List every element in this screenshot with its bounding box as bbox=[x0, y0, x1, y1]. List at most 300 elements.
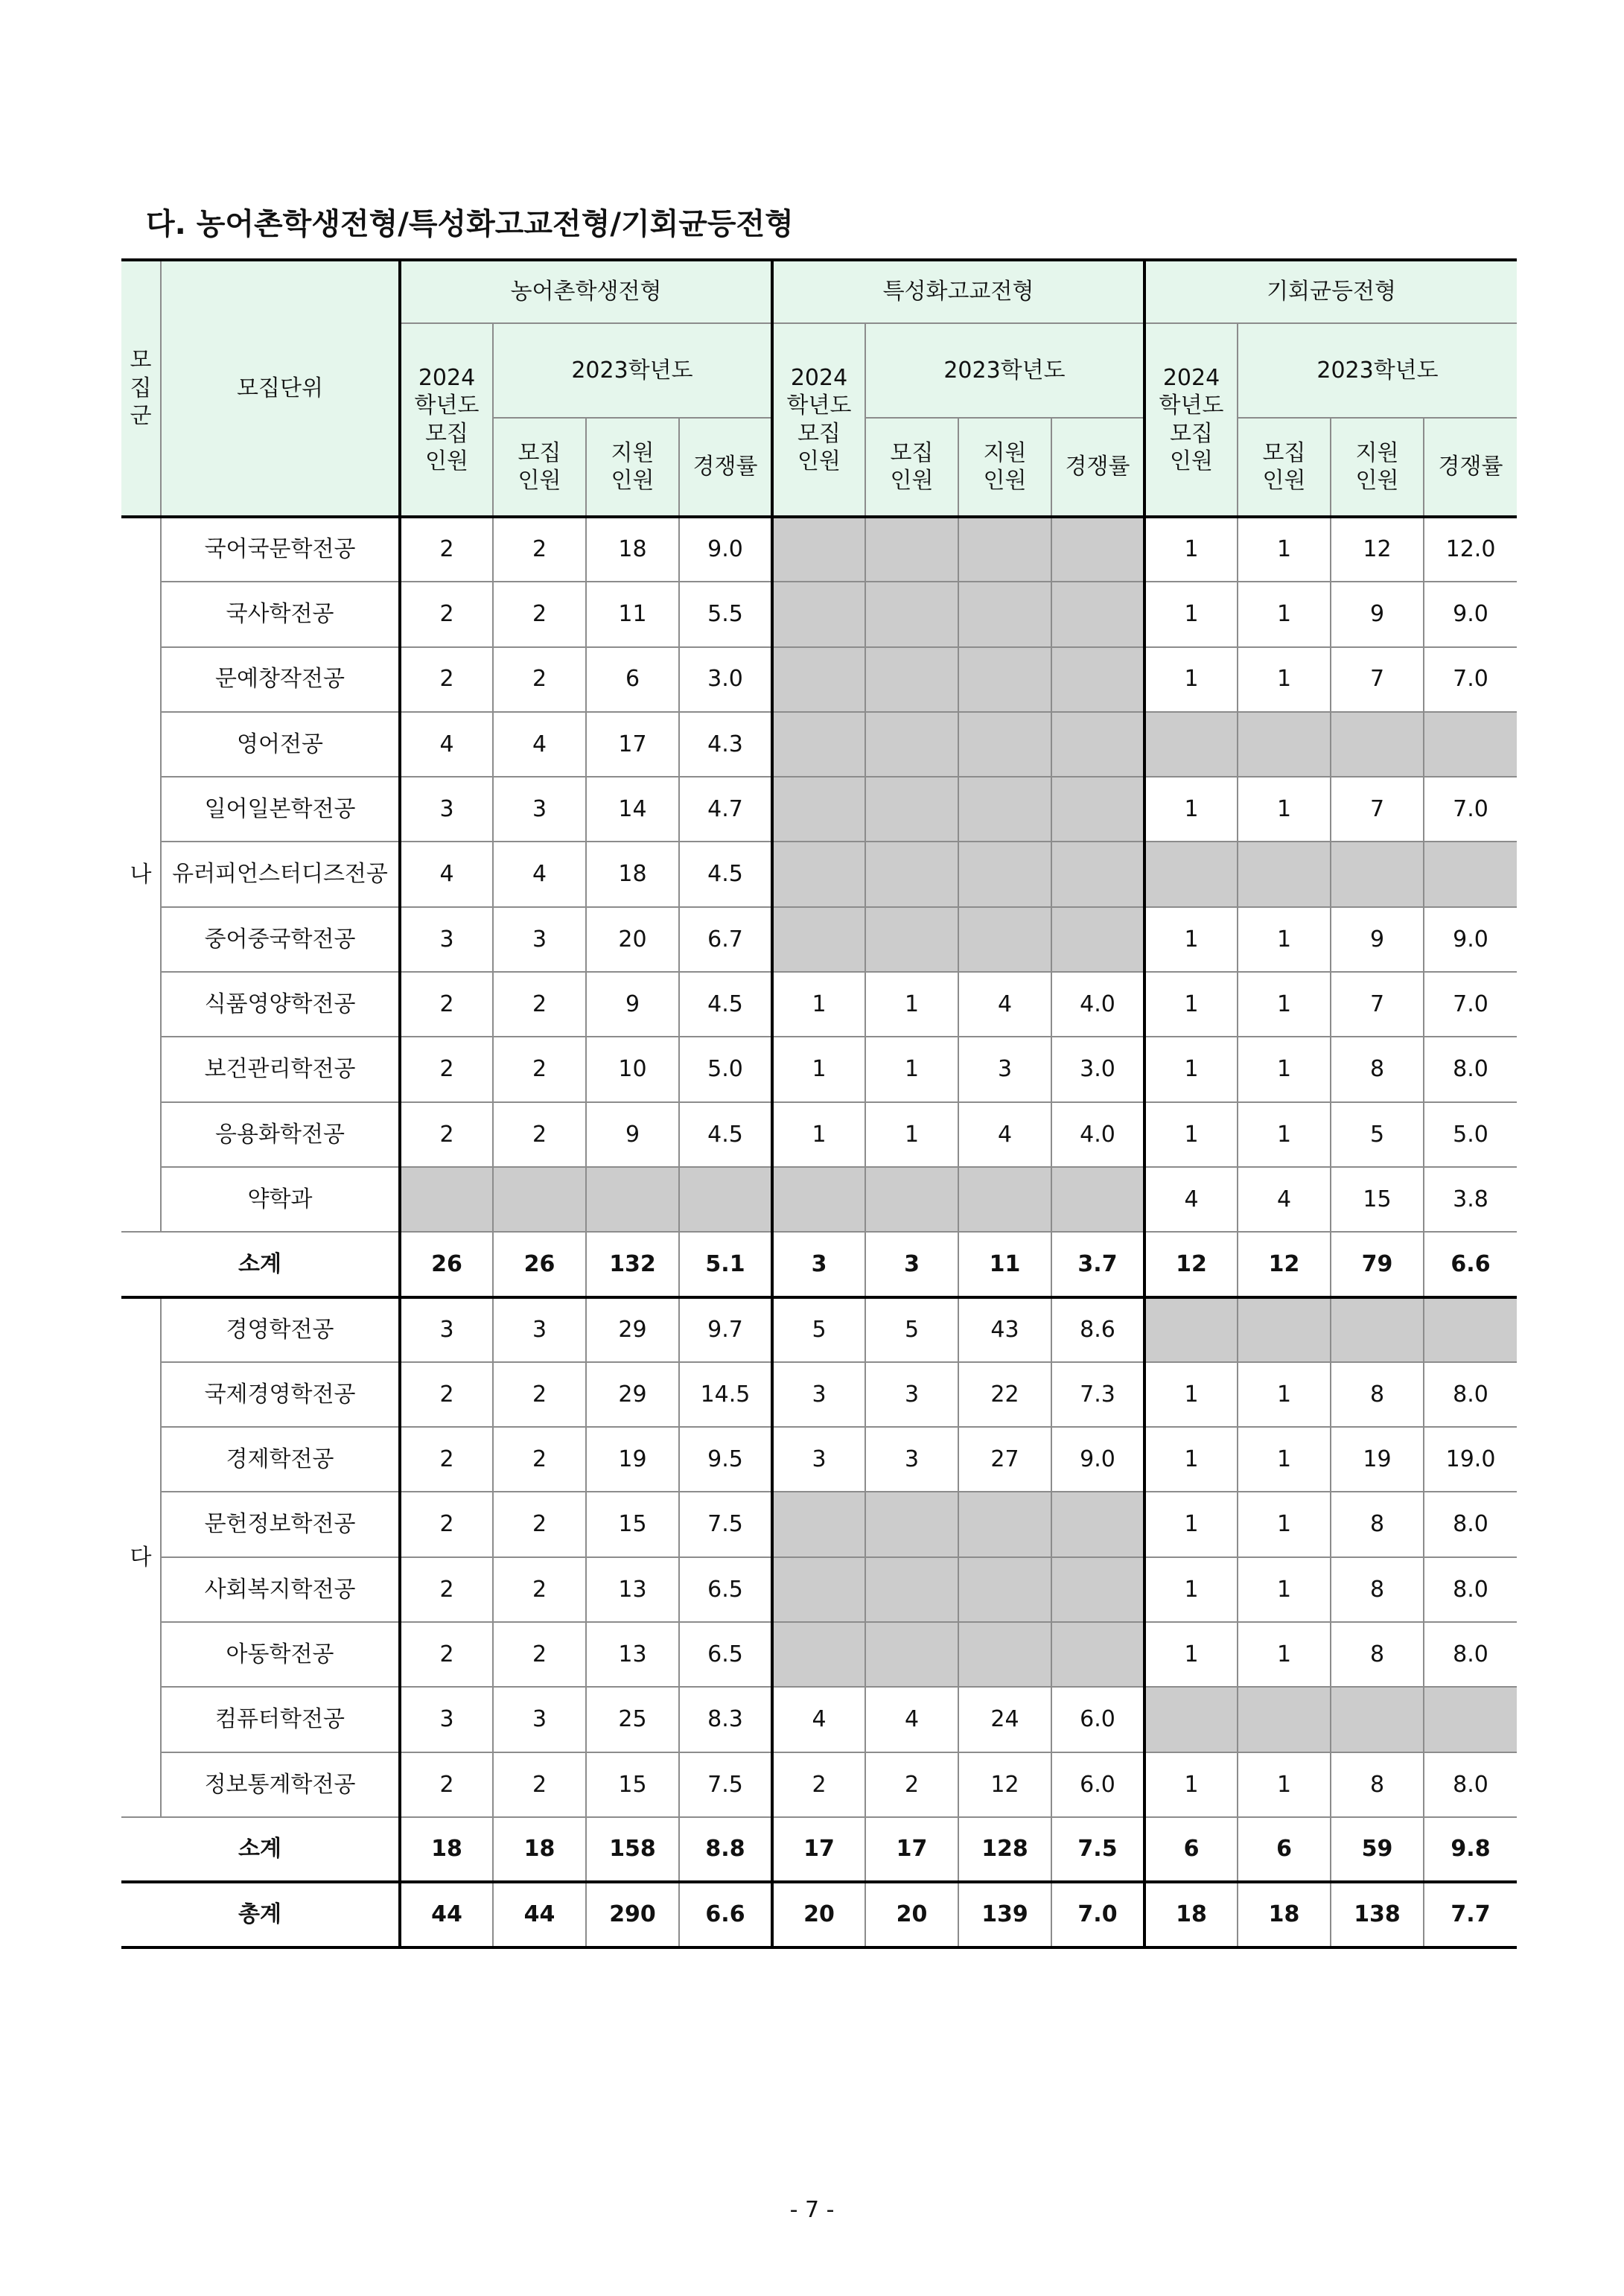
rural-quota-2023-cell: 44 bbox=[493, 1882, 586, 1947]
equal-opportunity-quota-2023-cell: 1 bbox=[1238, 907, 1331, 972]
equal-opportunity-quota-2024-cell: 1 bbox=[1144, 517, 1238, 582]
rural-quota-2024-cell: 2 bbox=[400, 1622, 493, 1687]
equal-opportunity-quota-2023-cell: 1 bbox=[1238, 1362, 1331, 1427]
not-offered-cell bbox=[958, 582, 1051, 646]
equal-opportunity-quota-2023-cell: 1 bbox=[1238, 777, 1331, 842]
rural-quota-2024-cell: 2 bbox=[400, 582, 493, 646]
vocational-quota-2023-cell: 3 bbox=[865, 1427, 958, 1492]
not-offered-cell bbox=[1238, 712, 1331, 777]
vocational-quota-2024-cell: 4 bbox=[772, 1687, 865, 1752]
rural-quota-2024-cell: 2 bbox=[400, 1492, 493, 1556]
equal-opportunity-competition-ratio-cell: 7.7 bbox=[1424, 1882, 1517, 1947]
equal-opportunity-quota-2024-cell: 1 bbox=[1144, 907, 1238, 972]
rural-quota-2024-cell: 2 bbox=[400, 647, 493, 712]
rural-quota-2024-cell: 3 bbox=[400, 1297, 493, 1362]
equal-opportunity-quota-2023-cell: 1 bbox=[1238, 1752, 1331, 1817]
not-offered-cell bbox=[772, 1492, 865, 1556]
rural-applicants-2023-cell: 18 bbox=[586, 517, 679, 582]
vocational-competition-ratio-cell: 8.6 bbox=[1051, 1297, 1144, 1362]
rural-quota-2023-cell: 2 bbox=[493, 1492, 586, 1556]
rural-applicants-2023-cell: 14 bbox=[586, 777, 679, 842]
vocational-quota-2024-cell: 1 bbox=[772, 1037, 865, 1101]
quota-2024-header: 2024 학년도 모집 인원 bbox=[1144, 323, 1238, 517]
equal-opportunity-competition-ratio-cell: 8.0 bbox=[1424, 1037, 1517, 1101]
not-offered-cell bbox=[865, 842, 958, 906]
not-offered-cell bbox=[958, 1622, 1051, 1687]
rural-quota-2023-cell: 18 bbox=[493, 1817, 586, 1882]
rural-competition-ratio-cell: 4.5 bbox=[679, 1102, 772, 1167]
rural-quota-2023-cell: 2 bbox=[493, 517, 586, 582]
equal-opportunity-competition-ratio-cell: 19.0 bbox=[1424, 1427, 1517, 1492]
table-row bbox=[121, 1427, 1517, 1492]
unit-name-cell: 컴퓨터학전공 bbox=[161, 1687, 400, 1752]
rural-quota-2024-cell: 4 bbox=[400, 842, 493, 906]
equal-opportunity-quota-2024-cell: 1 bbox=[1144, 1427, 1238, 1492]
equal-opportunity-quota-2023-cell: 1 bbox=[1238, 1557, 1331, 1622]
not-offered-cell bbox=[772, 907, 865, 972]
not-offered-cell bbox=[865, 712, 958, 777]
unit-name-cell: 사회복지학전공 bbox=[161, 1557, 400, 1622]
rural-applicants-2023-cell: 20 bbox=[586, 907, 679, 972]
table-row bbox=[121, 517, 1517, 582]
unit-name-cell: 국제경영학전공 bbox=[161, 1362, 400, 1427]
vocational-competition-ratio-cell: 7.0 bbox=[1051, 1882, 1144, 1947]
unit-name-cell: 유러피언스터디즈전공 bbox=[161, 842, 400, 906]
unit-name-cell: 약학과 bbox=[161, 1167, 400, 1232]
unit-name-cell: 문예창작전공 bbox=[161, 647, 400, 712]
unit-name-cell: 일어일본학전공 bbox=[161, 777, 400, 842]
not-offered-cell bbox=[1238, 1297, 1331, 1362]
not-offered-cell bbox=[958, 1492, 1051, 1556]
not-offered-cell bbox=[1051, 1167, 1144, 1232]
rural-competition-ratio-cell: 8.3 bbox=[679, 1687, 772, 1752]
equal-opportunity-competition-ratio-cell: 9.0 bbox=[1424, 582, 1517, 646]
equal-opportunity-applicants-2023-cell: 8 bbox=[1331, 1037, 1424, 1101]
vocational-applicants-2023-cell: 139 bbox=[958, 1882, 1051, 1947]
not-offered-cell bbox=[1051, 1622, 1144, 1687]
equal-opportunity-quota-2024-cell: 1 bbox=[1144, 1492, 1238, 1556]
not-offered-cell bbox=[1051, 712, 1144, 777]
not-offered-cell bbox=[1144, 1687, 1238, 1752]
rural-quota-2023-cell: 2 bbox=[493, 1362, 586, 1427]
not-offered-cell bbox=[1051, 582, 1144, 646]
equal-opportunity-applicants-2023-cell: 7 bbox=[1331, 777, 1424, 842]
subtotal-label-cell: 소계 bbox=[121, 1817, 400, 1882]
year-2023-header: 2023학년도 bbox=[493, 323, 772, 418]
table-row bbox=[121, 1362, 1517, 1427]
vocational-quota-2023-cell: 3 bbox=[865, 1232, 958, 1297]
vocational-applicants-2023-cell: 24 bbox=[958, 1687, 1051, 1752]
rural-competition-ratio-cell: 8.8 bbox=[679, 1817, 772, 1882]
equal-opportunity-competition-ratio-cell: 6.6 bbox=[1424, 1232, 1517, 1297]
not-offered-cell bbox=[865, 647, 958, 712]
equal-opportunity-applicants-2023-cell: 19 bbox=[1331, 1427, 1424, 1492]
rural-applicants-2023-cell: 13 bbox=[586, 1622, 679, 1687]
not-offered-cell bbox=[1331, 712, 1424, 777]
table-row bbox=[121, 712, 1517, 777]
vocational-quota-2024-cell: 5 bbox=[772, 1297, 865, 1362]
not-offered-cell bbox=[1331, 842, 1424, 906]
equal-opportunity-quota-2023-cell: 4 bbox=[1238, 1167, 1331, 1232]
not-offered-cell bbox=[865, 517, 958, 582]
rural-quota-2024-cell: 18 bbox=[400, 1817, 493, 1882]
applicants-2023-header: 지원 인원 bbox=[1331, 418, 1424, 517]
applicants-2023-header: 지원 인원 bbox=[586, 418, 679, 517]
not-offered-cell bbox=[1424, 842, 1517, 906]
vocational-competition-ratio-cell: 6.0 bbox=[1051, 1687, 1144, 1752]
table-row bbox=[121, 582, 1517, 646]
vocational-quota-2023-cell: 1 bbox=[865, 1102, 958, 1167]
equal-opportunity-applicants-2023-cell: 15 bbox=[1331, 1167, 1424, 1232]
unit-name-cell: 정보통계학전공 bbox=[161, 1752, 400, 1817]
vocational-quota-2023-cell: 4 bbox=[865, 1687, 958, 1752]
equal-opportunity-quota-2023-cell: 1 bbox=[1238, 972, 1331, 1037]
equal-opportunity-applicants-2023-cell: 138 bbox=[1331, 1882, 1424, 1947]
vocational-quota-2024-cell: 17 bbox=[772, 1817, 865, 1882]
table-header bbox=[121, 260, 1517, 517]
group-column-header bbox=[121, 260, 161, 517]
not-offered-cell bbox=[958, 1167, 1051, 1232]
rural-quota-2024-cell: 2 bbox=[400, 1102, 493, 1167]
not-offered-cell bbox=[958, 777, 1051, 842]
equal-opportunity-quota-2024-cell: 1 bbox=[1144, 582, 1238, 646]
equal-opportunity-applicants-2023-cell: 9 bbox=[1331, 582, 1424, 646]
not-offered-cell bbox=[958, 712, 1051, 777]
equal-opportunity-quota-2023-cell: 12 bbox=[1238, 1232, 1331, 1297]
not-offered-cell bbox=[865, 1492, 958, 1556]
equal-opportunity-quota-2024-cell: 1 bbox=[1144, 1362, 1238, 1427]
vocational-applicants-2023-cell: 22 bbox=[958, 1362, 1051, 1427]
rural-competition-ratio-cell: 3.0 bbox=[679, 647, 772, 712]
unit-name-cell: 식품영양학전공 bbox=[161, 972, 400, 1037]
vocational-quota-2024-cell: 1 bbox=[772, 972, 865, 1037]
not-offered-cell bbox=[772, 777, 865, 842]
not-offered-cell bbox=[958, 907, 1051, 972]
equal-opportunity-quota-2023-cell: 1 bbox=[1238, 1622, 1331, 1687]
vocational-applicants-2023-cell: 4 bbox=[958, 1102, 1051, 1167]
rural-quota-2024-cell: 3 bbox=[400, 777, 493, 842]
subtotal-label-cell: 소계 bbox=[121, 1232, 400, 1297]
unit-name-cell: 국사학전공 bbox=[161, 582, 400, 646]
rural-quota-2024-cell: 2 bbox=[400, 1752, 493, 1817]
rural-applicants-2023-cell: 29 bbox=[586, 1362, 679, 1427]
rural-applicants-2023-cell: 13 bbox=[586, 1557, 679, 1622]
table-row bbox=[121, 1297, 1517, 1362]
equal-opportunity-competition-ratio-cell: 12.0 bbox=[1424, 517, 1517, 582]
equal-opportunity-competition-ratio-cell: 7.0 bbox=[1424, 647, 1517, 712]
vocational-quota-2024-cell: 3 bbox=[772, 1362, 865, 1427]
not-offered-cell bbox=[1238, 842, 1331, 906]
quota-2023-header: 모집 인원 bbox=[493, 418, 586, 517]
not-offered-cell bbox=[772, 1557, 865, 1622]
rural-quota-2023-cell: 2 bbox=[493, 1557, 586, 1622]
not-offered-cell bbox=[493, 1167, 586, 1232]
equal-opportunity-quota-2023-cell: 1 bbox=[1238, 1492, 1331, 1556]
unit-name-cell: 영어전공 bbox=[161, 712, 400, 777]
vocational-quota-2023-cell: 1 bbox=[865, 1037, 958, 1101]
equal-opportunity-quota-2024-cell: 1 bbox=[1144, 972, 1238, 1037]
table-row bbox=[121, 1557, 1517, 1622]
vocational-quota-2024-cell: 20 bbox=[772, 1882, 865, 1947]
vocational-applicants-2023-cell: 11 bbox=[958, 1232, 1051, 1297]
equal-opportunity-quota-2023-cell: 6 bbox=[1238, 1817, 1331, 1882]
equal-opportunity-applicants-2023-cell: 8 bbox=[1331, 1492, 1424, 1556]
unit-name-cell: 응용화학전공 bbox=[161, 1102, 400, 1167]
table-row bbox=[121, 777, 1517, 842]
rural-competition-ratio-cell: 4.5 bbox=[679, 972, 772, 1037]
equal-opportunity-quota-2023-cell: 1 bbox=[1238, 1427, 1331, 1492]
equal-opportunity-quota-2023-cell: 1 bbox=[1238, 1102, 1331, 1167]
not-offered-cell bbox=[1144, 842, 1238, 906]
equal-opportunity-applicants-2023-cell: 12 bbox=[1331, 517, 1424, 582]
competition-ratio-header: 경쟁률 bbox=[1424, 418, 1517, 517]
year-2023-header: 2023학년도 bbox=[865, 323, 1144, 418]
not-offered-cell bbox=[958, 517, 1051, 582]
quota-2023-header: 모집 인원 bbox=[865, 418, 958, 517]
vocational-quota-2024-cell: 2 bbox=[772, 1752, 865, 1817]
applicants-2023-header: 지원 인원 bbox=[958, 418, 1051, 517]
rural-competition-ratio-cell: 7.5 bbox=[679, 1752, 772, 1817]
rural-quota-2023-cell: 2 bbox=[493, 1752, 586, 1817]
not-offered-cell bbox=[772, 1622, 865, 1687]
not-offered-cell bbox=[865, 582, 958, 646]
equal-opportunity-applicants-2023-cell: 8 bbox=[1331, 1622, 1424, 1687]
equal-opportunity-quota-2024-cell: 6 bbox=[1144, 1817, 1238, 1882]
equal-opportunity-quota-2023-cell: 18 bbox=[1238, 1882, 1331, 1947]
rural-quota-2023-cell: 3 bbox=[493, 907, 586, 972]
table-row bbox=[121, 1037, 1517, 1101]
not-offered-cell bbox=[772, 1167, 865, 1232]
rural-competition-ratio-cell: 5.1 bbox=[679, 1232, 772, 1297]
rural-quota-2023-cell: 2 bbox=[493, 1622, 586, 1687]
equal-opportunity-applicants-2023-cell: 8 bbox=[1331, 1557, 1424, 1622]
vocational-quota-2023-cell: 2 bbox=[865, 1752, 958, 1817]
rural-quota-2024-cell: 2 bbox=[400, 972, 493, 1037]
quota-2023-header: 모집 인원 bbox=[1238, 418, 1331, 517]
vocational-competition-ratio-cell: 7.3 bbox=[1051, 1362, 1144, 1427]
equal-opportunity-applicants-2023-cell: 5 bbox=[1331, 1102, 1424, 1167]
rural-applicants-2023-cell: 25 bbox=[586, 1687, 679, 1752]
rural-quota-2024-cell: 44 bbox=[400, 1882, 493, 1947]
table-row bbox=[121, 647, 1517, 712]
rural-applicants-2023-cell: 132 bbox=[586, 1232, 679, 1297]
competition-ratio-header: 경쟁률 bbox=[679, 418, 772, 517]
rural-competition-ratio-cell: 9.0 bbox=[679, 517, 772, 582]
table-row bbox=[121, 1102, 1517, 1167]
rural-competition-ratio-cell: 6.7 bbox=[679, 907, 772, 972]
rural-applicants-2023-cell: 9 bbox=[586, 972, 679, 1037]
equal-opportunity-quota-2024-cell: 1 bbox=[1144, 1037, 1238, 1101]
rural-applicants-2023-cell: 19 bbox=[586, 1427, 679, 1492]
rural-quota-2023-cell: 3 bbox=[493, 777, 586, 842]
group-column-label: 모집군 bbox=[130, 347, 152, 430]
program-header-equal-opportunity: 기회균등전형 bbox=[1144, 260, 1517, 323]
not-offered-cell bbox=[772, 842, 865, 906]
rural-quota-2024-cell: 3 bbox=[400, 907, 493, 972]
rural-applicants-2023-cell: 158 bbox=[586, 1817, 679, 1882]
vocational-applicants-2023-cell: 27 bbox=[958, 1427, 1051, 1492]
equal-opportunity-quota-2023-cell: 1 bbox=[1238, 1037, 1331, 1101]
not-offered-cell bbox=[865, 1622, 958, 1687]
rural-competition-ratio-cell: 14.5 bbox=[679, 1362, 772, 1427]
rural-competition-ratio-cell: 9.7 bbox=[679, 1297, 772, 1362]
not-offered-cell bbox=[1331, 1687, 1424, 1752]
unit-name-cell: 경영학전공 bbox=[161, 1297, 400, 1362]
rural-quota-2023-cell: 3 bbox=[493, 1687, 586, 1752]
not-offered-cell bbox=[865, 1557, 958, 1622]
vocational-quota-2023-cell: 3 bbox=[865, 1362, 958, 1427]
rural-applicants-2023-cell: 11 bbox=[586, 582, 679, 646]
rural-competition-ratio-cell: 5.0 bbox=[679, 1037, 772, 1101]
not-offered-cell bbox=[772, 712, 865, 777]
not-offered-cell bbox=[1051, 1557, 1144, 1622]
page-number: - 7 - bbox=[789, 2197, 835, 2223]
equal-opportunity-competition-ratio-cell: 8.0 bbox=[1424, 1752, 1517, 1817]
vocational-applicants-2023-cell: 3 bbox=[958, 1037, 1051, 1101]
equal-opportunity-applicants-2023-cell: 9 bbox=[1331, 907, 1424, 972]
rural-competition-ratio-cell: 6.5 bbox=[679, 1557, 772, 1622]
rural-applicants-2023-cell: 9 bbox=[586, 1102, 679, 1167]
table-row bbox=[121, 1167, 1517, 1232]
equal-opportunity-quota-2024-cell: 1 bbox=[1144, 777, 1238, 842]
vocational-quota-2023-cell: 1 bbox=[865, 972, 958, 1037]
not-offered-cell bbox=[772, 647, 865, 712]
rural-quota-2024-cell: 2 bbox=[400, 1362, 493, 1427]
equal-opportunity-quota-2024-cell: 1 bbox=[1144, 1622, 1238, 1687]
rural-applicants-2023-cell: 15 bbox=[586, 1752, 679, 1817]
unit-name-cell: 보건관리학전공 bbox=[161, 1037, 400, 1101]
vocational-applicants-2023-cell: 128 bbox=[958, 1817, 1051, 1882]
vocational-applicants-2023-cell: 4 bbox=[958, 972, 1051, 1037]
equal-opportunity-competition-ratio-cell: 9.8 bbox=[1424, 1817, 1517, 1882]
total-row bbox=[121, 1882, 1517, 1947]
not-offered-cell bbox=[958, 1557, 1051, 1622]
equal-opportunity-competition-ratio-cell: 3.8 bbox=[1424, 1167, 1517, 1232]
vocational-quota-2023-cell: 5 bbox=[865, 1297, 958, 1362]
equal-opportunity-competition-ratio-cell: 9.0 bbox=[1424, 907, 1517, 972]
unit-name-cell: 문헌정보학전공 bbox=[161, 1492, 400, 1556]
not-offered-cell bbox=[586, 1167, 679, 1232]
vocational-quota-2023-cell: 17 bbox=[865, 1817, 958, 1882]
not-offered-cell bbox=[958, 647, 1051, 712]
equal-opportunity-quota-2023-cell: 1 bbox=[1238, 582, 1331, 646]
equal-opportunity-quota-2024-cell: 1 bbox=[1144, 1557, 1238, 1622]
rural-quota-2023-cell: 26 bbox=[493, 1232, 586, 1297]
rural-quota-2023-cell: 2 bbox=[493, 1427, 586, 1492]
rural-applicants-2023-cell: 18 bbox=[586, 842, 679, 906]
rural-quota-2024-cell: 2 bbox=[400, 1427, 493, 1492]
rural-quota-2024-cell: 26 bbox=[400, 1232, 493, 1297]
not-offered-cell bbox=[400, 1167, 493, 1232]
table-body bbox=[121, 517, 1517, 1947]
rural-quota-2024-cell: 2 bbox=[400, 517, 493, 582]
not-offered-cell bbox=[679, 1167, 772, 1232]
equal-opportunity-applicants-2023-cell: 7 bbox=[1331, 647, 1424, 712]
rural-quota-2023-cell: 4 bbox=[493, 712, 586, 777]
quota-2024-header: 2024 학년도 모집 인원 bbox=[772, 323, 865, 517]
rural-quota-2023-cell: 2 bbox=[493, 647, 586, 712]
rural-quota-2023-cell: 2 bbox=[493, 972, 586, 1037]
not-offered-cell bbox=[1051, 647, 1144, 712]
rural-quota-2024-cell: 4 bbox=[400, 712, 493, 777]
not-offered-cell bbox=[865, 907, 958, 972]
rural-applicants-2023-cell: 17 bbox=[586, 712, 679, 777]
not-offered-cell bbox=[1051, 842, 1144, 906]
equal-opportunity-applicants-2023-cell: 8 bbox=[1331, 1752, 1424, 1817]
equal-opportunity-applicants-2023-cell: 59 bbox=[1331, 1817, 1424, 1882]
subtotal-row bbox=[121, 1817, 1517, 1882]
equal-opportunity-applicants-2023-cell: 8 bbox=[1331, 1362, 1424, 1427]
not-offered-cell bbox=[772, 517, 865, 582]
competition-ratio-header: 경쟁률 bbox=[1051, 418, 1144, 517]
table-row bbox=[121, 972, 1517, 1037]
rural-competition-ratio-cell: 6.5 bbox=[679, 1622, 772, 1687]
year-2023-header: 2023학년도 bbox=[1238, 323, 1517, 418]
rural-competition-ratio-cell: 4.5 bbox=[679, 842, 772, 906]
rural-competition-ratio-cell: 4.3 bbox=[679, 712, 772, 777]
rural-quota-2024-cell: 2 bbox=[400, 1557, 493, 1622]
not-offered-cell bbox=[1051, 1492, 1144, 1556]
vocational-applicants-2023-cell: 12 bbox=[958, 1752, 1051, 1817]
not-offered-cell bbox=[1424, 1687, 1517, 1752]
vocational-quota-2023-cell: 20 bbox=[865, 1882, 958, 1947]
not-offered-cell bbox=[1331, 1297, 1424, 1362]
equal-opportunity-competition-ratio-cell: 5.0 bbox=[1424, 1102, 1517, 1167]
rural-competition-ratio-cell: 5.5 bbox=[679, 582, 772, 646]
not-offered-cell bbox=[1144, 712, 1238, 777]
admission-results-table bbox=[121, 258, 1517, 1949]
not-offered-cell bbox=[1424, 712, 1517, 777]
equal-opportunity-quota-2024-cell: 12 bbox=[1144, 1232, 1238, 1297]
equal-opportunity-competition-ratio-cell: 7.0 bbox=[1424, 777, 1517, 842]
vocational-quota-2024-cell: 1 bbox=[772, 1102, 865, 1167]
rural-quota-2024-cell: 2 bbox=[400, 1037, 493, 1101]
rural-competition-ratio-cell: 4.7 bbox=[679, 777, 772, 842]
vocational-competition-ratio-cell: 9.0 bbox=[1051, 1427, 1144, 1492]
table-row bbox=[121, 1752, 1517, 1817]
rural-competition-ratio-cell: 7.5 bbox=[679, 1492, 772, 1556]
rural-applicants-2023-cell: 15 bbox=[586, 1492, 679, 1556]
unit-name-cell: 국어국문학전공 bbox=[161, 517, 400, 582]
rural-applicants-2023-cell: 29 bbox=[586, 1297, 679, 1362]
not-offered-cell bbox=[865, 1167, 958, 1232]
vocational-competition-ratio-cell: 4.0 bbox=[1051, 1102, 1144, 1167]
not-offered-cell bbox=[772, 582, 865, 646]
equal-opportunity-quota-2024-cell: 4 bbox=[1144, 1167, 1238, 1232]
unit-column-header: 모집단위 bbox=[161, 260, 400, 517]
rural-quota-2024-cell: 3 bbox=[400, 1687, 493, 1752]
not-offered-cell bbox=[865, 777, 958, 842]
recruitment-group-cell: 나 bbox=[121, 517, 161, 1232]
section-title: 다. 농어촌학생전형/특성화고교전형/기회균등전형 bbox=[146, 207, 794, 241]
equal-opportunity-competition-ratio-cell: 7.0 bbox=[1424, 972, 1517, 1037]
table-row bbox=[121, 1622, 1517, 1687]
vocational-competition-ratio-cell: 4.0 bbox=[1051, 972, 1144, 1037]
rural-quota-2023-cell: 2 bbox=[493, 582, 586, 646]
equal-opportunity-quota-2023-cell: 1 bbox=[1238, 517, 1331, 582]
rural-quota-2023-cell: 4 bbox=[493, 842, 586, 906]
vocational-quota-2024-cell: 3 bbox=[772, 1232, 865, 1297]
equal-opportunity-competition-ratio-cell: 8.0 bbox=[1424, 1492, 1517, 1556]
vocational-quota-2024-cell: 3 bbox=[772, 1427, 865, 1492]
equal-opportunity-applicants-2023-cell: 79 bbox=[1331, 1232, 1424, 1297]
not-offered-cell bbox=[1144, 1297, 1238, 1362]
not-offered-cell bbox=[1051, 907, 1144, 972]
recruitment-group-cell: 다 bbox=[121, 1297, 161, 1817]
equal-opportunity-quota-2024-cell: 1 bbox=[1144, 1102, 1238, 1167]
not-offered-cell bbox=[958, 842, 1051, 906]
equal-opportunity-quota-2023-cell: 1 bbox=[1238, 647, 1331, 712]
